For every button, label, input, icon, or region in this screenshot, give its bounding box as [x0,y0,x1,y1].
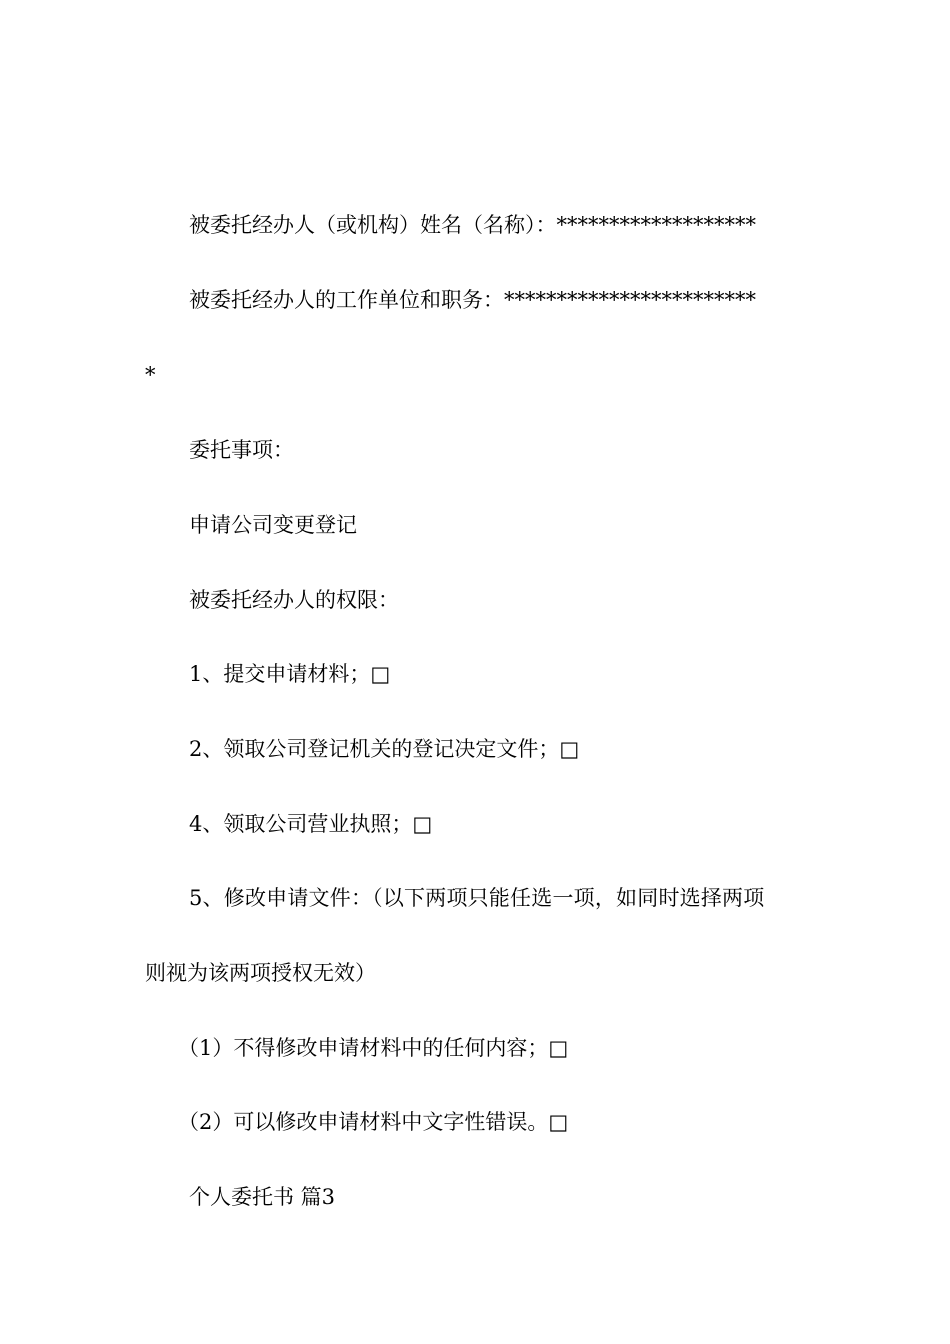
authority-item-5: 5、修改申请文件：（以下两项只能任选一项，如同时选择两项 [189,886,765,910]
authority-item-1: 1、提交申请材料；□ [189,662,391,686]
option-2: （2）可以修改申请材料中文字性错误。□ [178,1110,569,1134]
option-1: （1）不得修改申请材料中的任何内容；□ [178,1036,569,1060]
authority-item-2: 2、领取公司登记机关的登记决定文件；□ [189,737,580,761]
authority-item-4: 4、领取公司营业执照；□ [189,812,433,836]
authority-heading: 被委托经办人的权限： [189,588,399,612]
entrusted-matter-item: 申请公司变更登记 [189,513,357,537]
section-heading: 个人委托书 篇3 [189,1185,336,1209]
authority-item-5-continued: 则视为该两项授权无效） [145,961,376,985]
agent-name-line: 被委托经办人（或机构）姓名（名称）：******************* [189,213,756,237]
agent-employer-line-continued: * [145,363,156,387]
entrusted-matters-heading: 委托事项： [189,438,294,462]
agent-employer-line: 被委托经办人的工作单位和职务：************************ [189,288,756,312]
